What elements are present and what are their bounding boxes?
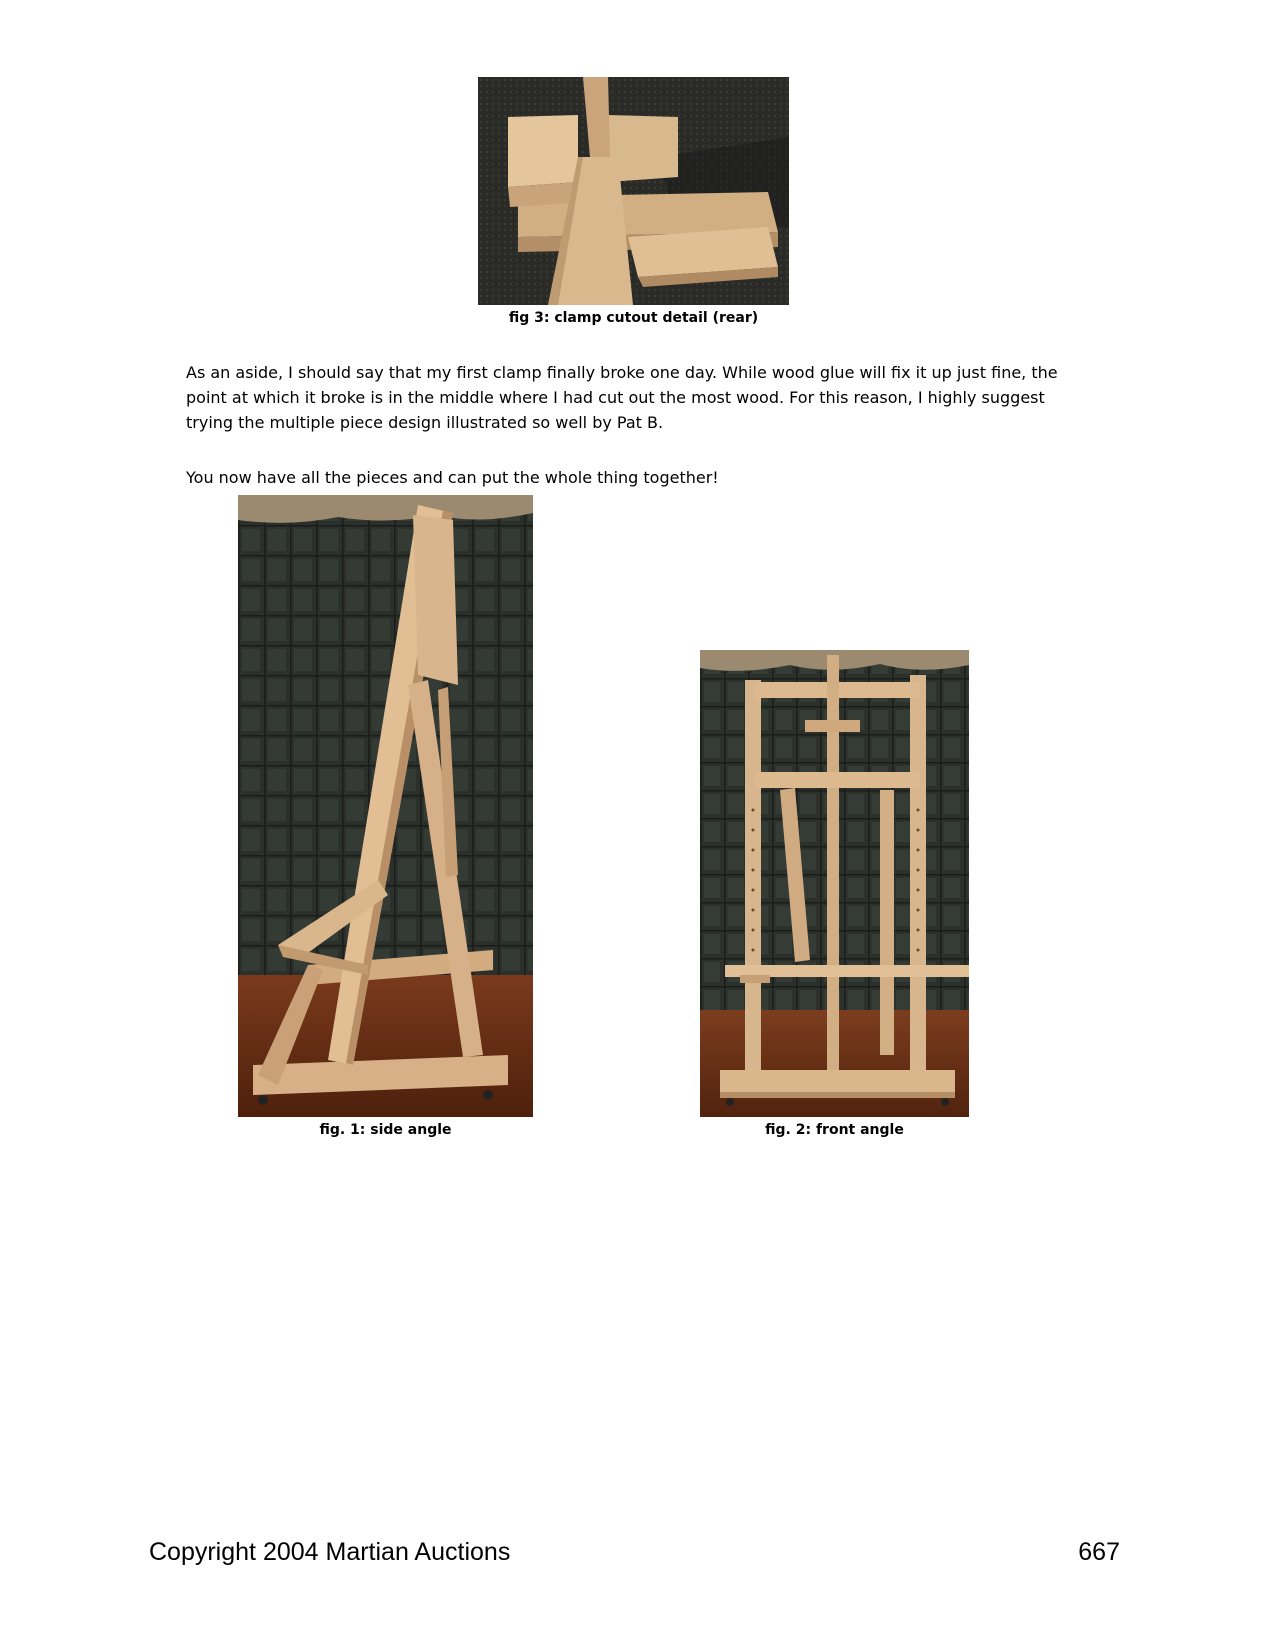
figure-2-photo (700, 650, 969, 1117)
figure-2-caption: fig. 2: front angle (765, 1122, 904, 1138)
footer-page-number: 667 (1078, 1538, 1120, 1566)
figure-1-caption: fig. 1: side angle (319, 1122, 452, 1138)
figure-1-photo (238, 495, 533, 1117)
body-paragraph-2: You now have all the pieces and can put the whole thing together! (186, 468, 719, 487)
body-paragraph-1: As an aside, I should say that my first clamp finally broke one day. While wood glue will fix it up just fine, the point at which it broke is in the middle where I had cut out the most wood. For this reason, I highly suggest trying the multiple piece design illustrated so well by Pat B. (186, 363, 1058, 432)
figure-3-photo (478, 77, 789, 305)
figure-3-caption: fig 3: clamp cutout detail (rear) (508, 310, 759, 326)
footer-copyright: Copyright 2004 Martian Auctions (149, 1538, 511, 1566)
